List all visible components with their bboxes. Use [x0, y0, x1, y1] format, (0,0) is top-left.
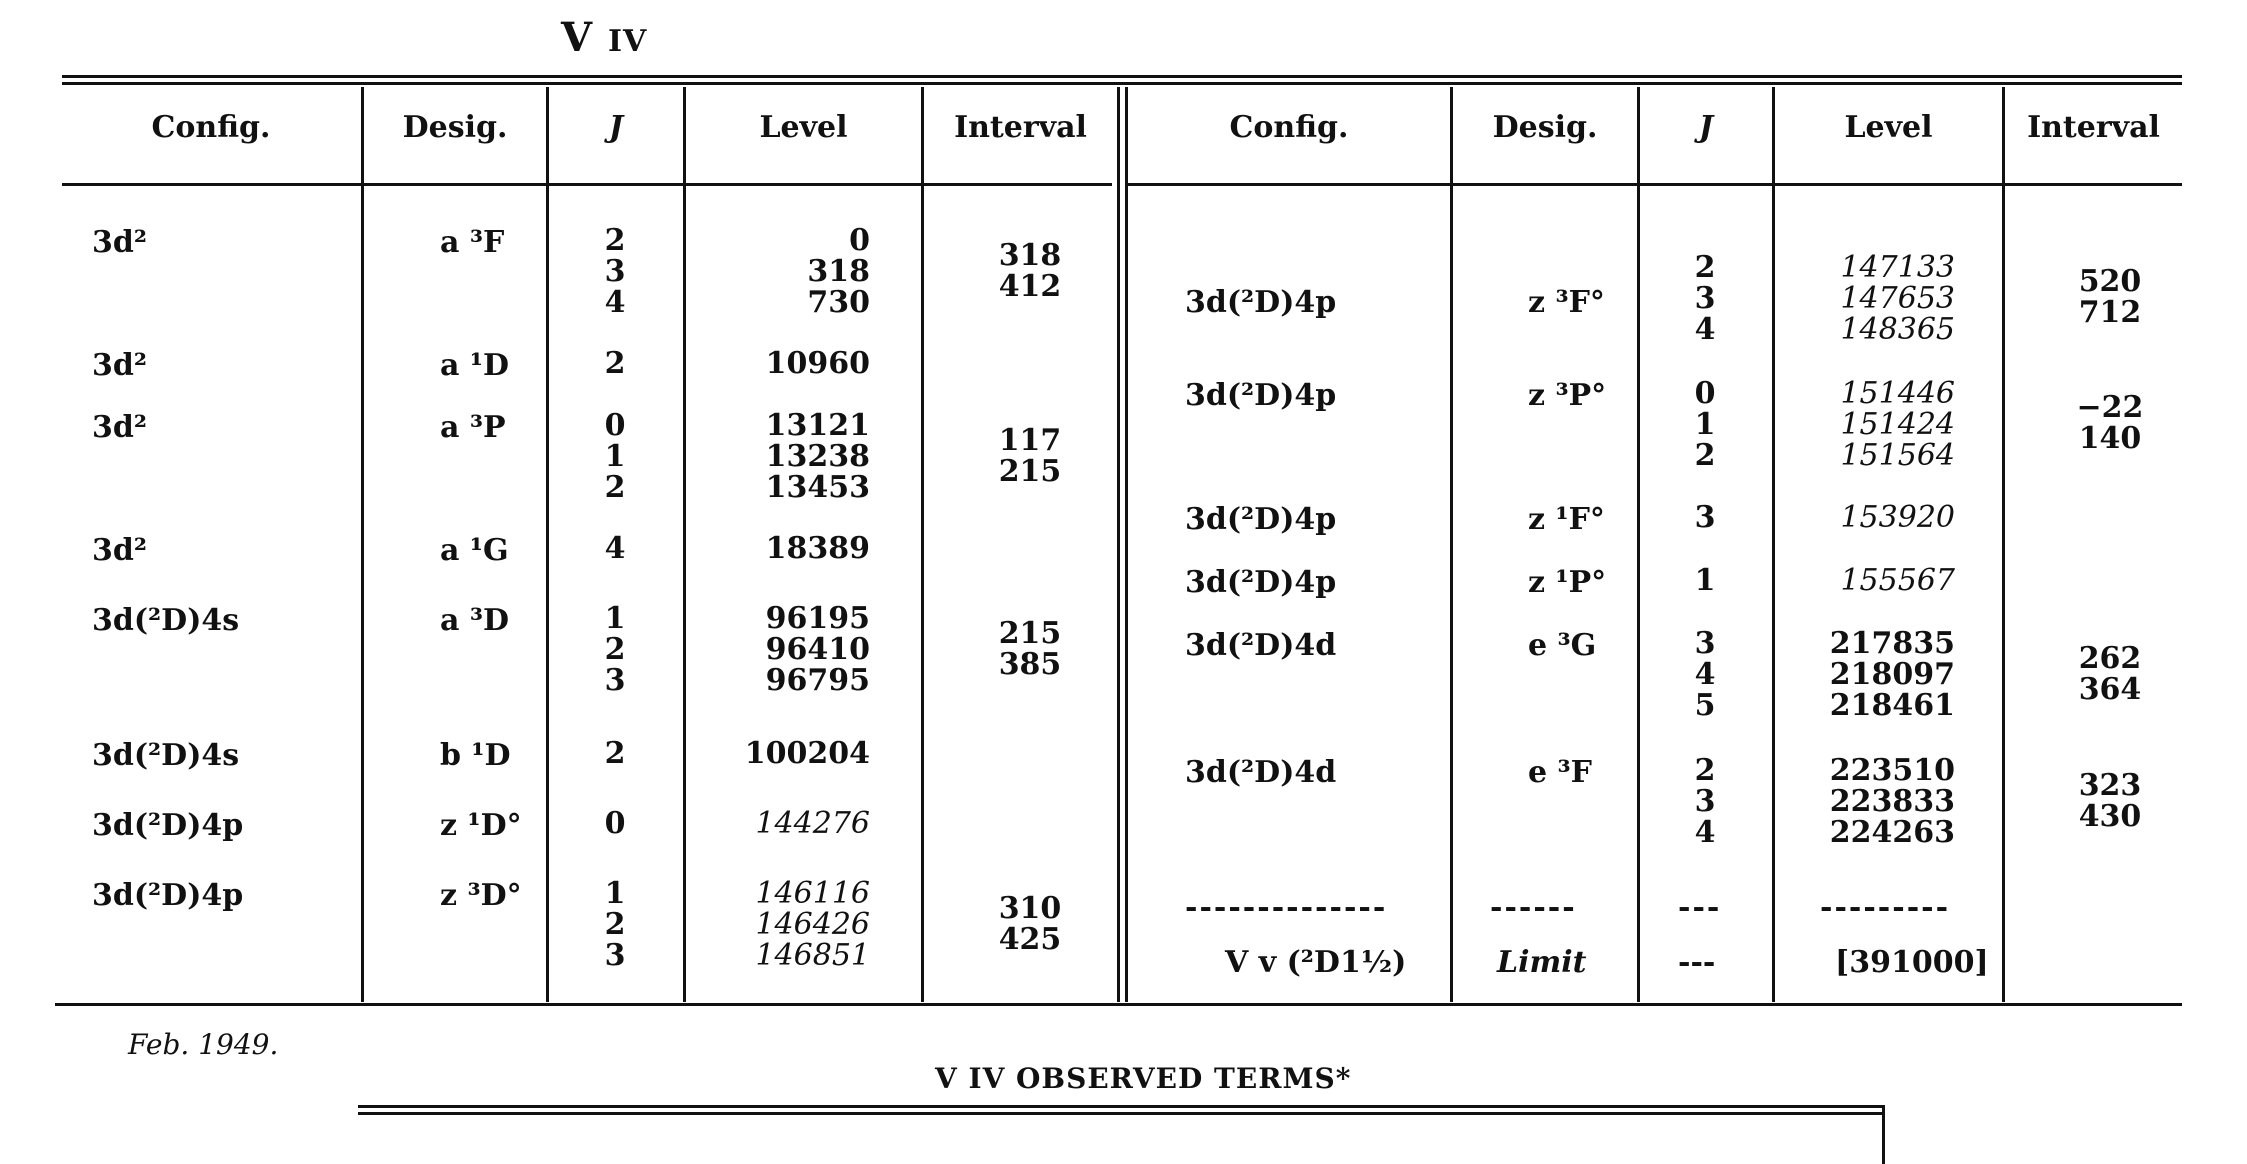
left-level-4: 96195 96410 96795 [765, 601, 870, 698]
right-j-1: 0 1 2 [1694, 376, 1716, 473]
date-note: Feb. 1949. [128, 1028, 279, 1061]
header-rule-right [1126, 183, 2182, 186]
col-sep-9 [2002, 87, 2005, 1002]
dash-level: --------- [1820, 890, 1951, 925]
right-interval-5: 323 430 [2078, 768, 2142, 834]
limit-desig: Limit [1497, 945, 1587, 980]
left-j-6: 0 [604, 806, 626, 841]
right-interval-1: −22 140 [2076, 390, 2144, 456]
col-sep-1 [361, 87, 364, 1002]
col-sep-2 [546, 87, 549, 1002]
left-level-5: 100204 [744, 736, 870, 771]
page-title: V IV [561, 14, 648, 61]
dash-config: -------------- [1185, 890, 1388, 925]
left-desig-7: z ³D° [440, 878, 522, 913]
left-config-4: 3d(²D)4s [92, 603, 240, 638]
header-j-right: J [1698, 110, 1714, 145]
right-desig-4: e ³G [1528, 628, 1597, 663]
left-config-7: 3d(²D)4p [92, 878, 244, 913]
left-j-1: 2 [604, 346, 626, 381]
left-level-3: 18389 [765, 531, 870, 566]
header-interval-left: Interval [954, 110, 1087, 145]
left-desig-6: z ¹D° [440, 808, 522, 843]
right-config-2: 3d(²D)4p [1185, 502, 1337, 537]
right-desig-2: z ¹F° [1528, 502, 1605, 537]
col-sep-7 [1637, 87, 1640, 1002]
right-config-5: 3d(²D)4d [1185, 755, 1337, 790]
header-level-left: Level [759, 110, 848, 145]
right-config-4: 3d(²D)4d [1185, 628, 1337, 663]
right-interval-0: 520 712 [2078, 264, 2142, 330]
right-j-5: 2 3 4 [1694, 753, 1716, 850]
col-sep-3 [683, 87, 686, 1002]
col-sep-double-a [1117, 87, 1120, 1002]
header-level-right: Level [1844, 110, 1933, 145]
table-top-rule-2 [62, 82, 2182, 85]
left-config-1: 3d² [92, 348, 147, 383]
left-config-6: 3d(²D)4p [92, 808, 244, 843]
left-config-0: 3d² [92, 225, 147, 260]
left-desig-2: a ³P [440, 410, 506, 445]
header-j-left: J [608, 110, 624, 145]
col-sep-6 [1450, 87, 1453, 1002]
left-j-2: 0 1 2 [604, 408, 626, 505]
left-desig-4: a ³D [440, 603, 510, 638]
limit-config: V v (²D1½) [1225, 945, 1407, 980]
left-config-5: 3d(²D)4s [92, 738, 240, 773]
header-config-right: Config. [1229, 110, 1349, 145]
col-sep-4 [921, 87, 924, 1002]
dash-j: --- [1678, 890, 1722, 925]
right-desig-3: z ¹P° [1528, 565, 1607, 600]
right-level-5: 223510 223833 224263 [1829, 753, 1955, 850]
left-interval-2: 117 215 [998, 423, 1062, 489]
right-j-2: 3 [1694, 500, 1716, 535]
left-interval-7: 310 425 [998, 891, 1062, 957]
left-interval-4: 215 385 [998, 616, 1062, 682]
header-desig-left: Desig. [402, 110, 508, 145]
right-config-1: 3d(²D)4p [1185, 378, 1337, 413]
left-config-3: 3d² [92, 533, 147, 568]
observed-rule-2 [358, 1112, 1885, 1115]
left-level-2: 13121 13238 13453 [765, 408, 870, 505]
right-j-3: 1 [1694, 563, 1716, 598]
left-desig-1: a ¹D [440, 348, 510, 383]
table-bottom-rule [55, 1003, 2182, 1006]
right-j-0: 2 3 4 [1694, 250, 1716, 347]
left-interval-0: 318 412 [998, 238, 1062, 304]
right-level-3: 155567 [1840, 563, 1955, 598]
left-j-7: 1 2 3 [604, 876, 626, 973]
left-j-4: 1 2 3 [604, 601, 626, 698]
left-j-3: 4 [604, 531, 626, 566]
observed-terms-title: V IV OBSERVED TERMS* [935, 1062, 1352, 1095]
header-rule-left [62, 183, 1112, 186]
header-interval-right: Interval [2027, 110, 2160, 145]
left-level-1: 10960 [765, 346, 870, 381]
left-desig-3: a ¹G [440, 533, 509, 568]
left-level-6: 144276 [755, 806, 870, 841]
col-sep-8 [1772, 87, 1775, 1002]
left-config-2: 3d² [92, 410, 147, 445]
right-interval-4: 262 364 [2078, 641, 2142, 707]
table-top-rule-1 [62, 75, 2182, 78]
right-config-0: 3d(²D)4p [1185, 285, 1337, 320]
limit-level: [391000] [1835, 945, 1989, 980]
header-desig-right: Desig. [1492, 110, 1598, 145]
observed-right-edge [1882, 1108, 1885, 1164]
left-level-0: 0 318 730 [807, 223, 870, 320]
left-desig-5: b ¹D [440, 738, 511, 773]
right-desig-0: z ³F° [1528, 285, 1605, 320]
left-desig-0: a ³F [440, 225, 505, 260]
dash-desig: ------ [1490, 890, 1577, 925]
right-level-2: 153920 [1840, 500, 1955, 535]
limit-j: --- [1678, 945, 1716, 980]
right-level-4: 217835 218097 218461 [1829, 626, 1955, 723]
right-desig-5: e ³F [1528, 755, 1592, 790]
right-level-1: 151446 151424 151564 [1840, 376, 1955, 473]
left-j-0: 2 3 4 [604, 223, 626, 320]
left-level-7: 146116 146426 146851 [755, 876, 870, 973]
right-desig-1: z ³P° [1528, 378, 1607, 413]
observed-rule-1 [358, 1105, 1885, 1108]
right-config-3: 3d(²D)4p [1185, 565, 1337, 600]
header-config-left: Config. [151, 110, 271, 145]
right-level-0: 147133 147653 148365 [1840, 250, 1955, 347]
col-sep-double-b [1125, 87, 1128, 1002]
right-j-4: 3 4 5 [1694, 626, 1716, 723]
left-j-5: 2 [604, 736, 626, 771]
